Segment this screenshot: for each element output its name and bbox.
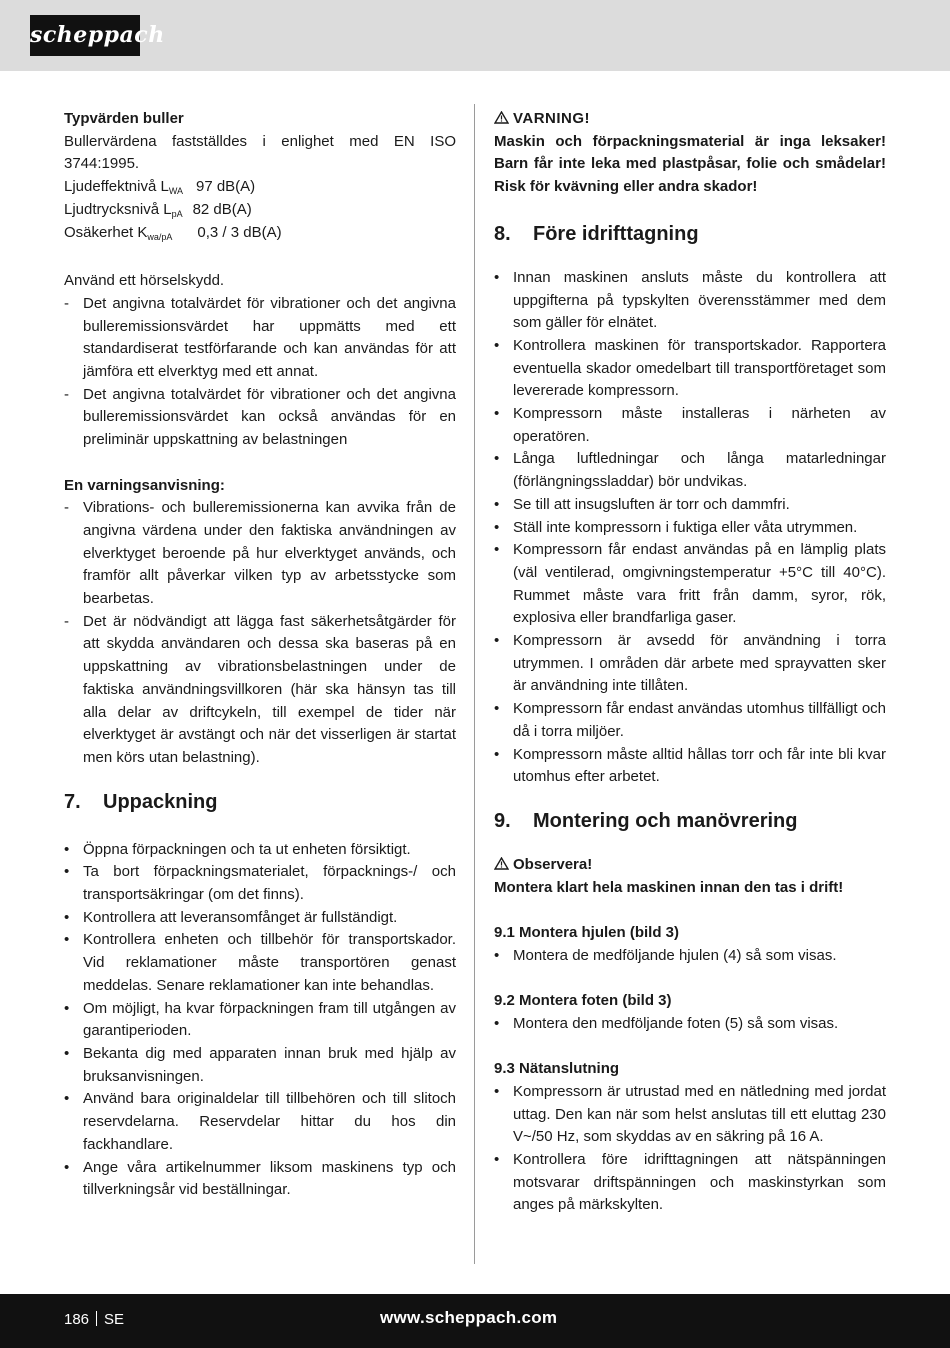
list-item (494, 1081, 886, 1149)
list-item-text: Det är nödvändigt att lägga fast säkerhetsåtgärder för att skydda användaren och dessa ska baseras på en uppskattning av vibrationsbelastningen under de faktiska användningsvillkoren (här ska hänsyn tas till alla delar av driftcykeln, till exempel de tider när elverktyget är avstängt och när det visserligen är startat men körs utan belastning). (83, 612, 456, 766)
section-9-heading (494, 808, 886, 834)
list-item (64, 998, 456, 1043)
bullet-mark: • (494, 1082, 500, 1100)
section-number: 9. (494, 809, 511, 832)
spec-row (64, 176, 456, 199)
spec-subscript: wa/pA (147, 231, 173, 242)
list-item-text: Kompressorn måste installeras i närheten av operatören. (513, 405, 886, 445)
subsection-9-3-list (494, 1081, 886, 1217)
list-item (64, 1088, 456, 1156)
website-link[interactable]: www.scheppach.com (380, 1308, 558, 1327)
list-item-text: Kontrollera före idrifttagningen att nätspänningen motsvarar driftspänningen och maskinstyrkan som anges på märkskylten. (513, 1151, 886, 1214)
spec-value: 97 dB(A) (195, 178, 256, 196)
list-item-text: Det angivna totalvärdet för vibrationer och det angivna bulleremissionsvärdet har uppmätts med ett standardiserat testförfarande och kan användas för att jämföra ett elverktyg med ett annat. (83, 294, 456, 381)
list-item (64, 839, 456, 862)
list-item (494, 517, 886, 540)
list-item-text: Kontrollera maskinen för transportskador. Rapportera eventuella skador omedelbart till transportföretaget som levererade kompressorn. (513, 336, 886, 400)
left-column (64, 108, 456, 1202)
list-item (64, 929, 456, 997)
column-divider (474, 104, 475, 1264)
dash-mark: - (64, 294, 69, 312)
spec-value: 0,3 / 3 dB(A) (197, 223, 282, 241)
noise-intro: Bullervärdena fastställdes i enlighet med EN ISO 3744:1995. (64, 132, 456, 173)
notice-heading (494, 854, 886, 877)
right-column (494, 108, 886, 1217)
bullet-mark: • (64, 840, 70, 858)
list-item (494, 630, 886, 698)
bullet-mark: • (64, 863, 70, 881)
spec-subscript: WA (168, 186, 183, 197)
section-7-list (64, 839, 456, 1202)
list-item (64, 907, 456, 930)
list-item-text: Öppna förpackningen och ta ut enheten försiktigt. (83, 840, 411, 858)
subsection-9-3-title: 9.3 Nätanslutning (494, 1060, 620, 1078)
section-number: 8. (494, 222, 511, 245)
warning-text: Maskin och förpackningsmaterial är inga leksaker! Barn får inte leka med plastpåsar, folie och smådelar! Risk för kvävning eller andra skador! (494, 132, 886, 196)
bullet-mark: • (494, 518, 500, 536)
list-item-text: Se till att insugsluften är torr och dammfri. (513, 495, 790, 513)
bullet-mark: • (64, 931, 70, 949)
section-7-heading (64, 789, 456, 815)
list-item-text: Kontrollera enheten och tillbehör för transportskador. Vid reklamationer måste transportören genast meddelas. Senare reklamationer kan inte behandlas. (83, 931, 456, 994)
spec-row (64, 222, 456, 245)
notice-title: Observera! (513, 855, 593, 873)
section-number: 7. (64, 790, 81, 813)
warning-note-list (64, 497, 456, 769)
list-item (494, 1013, 886, 1036)
bullet-mark: • (494, 450, 500, 468)
page-number: 186 (64, 1311, 90, 1328)
list-item (494, 744, 886, 789)
bullet-mark: • (64, 1090, 70, 1108)
page-header (0, 0, 950, 71)
dash-mark: - (64, 612, 69, 630)
spec-row (64, 199, 456, 222)
bullet-mark: • (494, 1014, 500, 1032)
bullet-mark: • (494, 745, 500, 763)
spec-subscript: pA (171, 208, 183, 219)
warning-triangle-icon (494, 857, 509, 870)
list-item (64, 611, 456, 770)
bullet-mark: • (494, 405, 500, 423)
list-item-text: Ställ inte kompressorn i fuktiga eller våta utrymmen. (513, 518, 858, 536)
spec-label (64, 176, 183, 199)
subsection-9-1-title: 9.1 Montera hjulen (bild 3) (494, 924, 680, 942)
subsection-9-1-list (494, 945, 886, 968)
hearing-protection-note: Använd ett hörselskydd. (64, 272, 225, 290)
brand-logo: scheppach (30, 15, 140, 56)
bullet-mark: • (494, 946, 500, 964)
bullet-mark: • (494, 336, 500, 354)
list-item-text: Kompressorn får endast användas utomhus tillfälligt och då i torra miljöer. (513, 700, 886, 740)
list-item-text: Montera den medföljande foten (5) så som visas. (513, 1014, 839, 1032)
warning-heading (494, 108, 886, 131)
list-item (64, 384, 456, 452)
page-footer (0, 1294, 950, 1348)
language-code: SE (104, 1311, 125, 1328)
section-title: Före idrifttagning (533, 222, 699, 245)
list-item (494, 1149, 886, 1217)
list-item (64, 1043, 456, 1088)
list-item (64, 497, 456, 611)
list-item-text: Vibrations- och bulleremissionerna kan avvika från de angivna värdena under den faktiska användningen av elverktyget beroende på hur elverktyget används, och framför allt påverkar vilken typ av arbetsstycke som bearbetas. (83, 499, 456, 608)
dash-mark: - (64, 499, 69, 517)
list-item (494, 539, 886, 630)
list-item-text: Det angivna totalvärdet för vibrationer och det angivna bulleremissionsvärdet kan också användas för en preliminär uppskattning av belastningen (83, 385, 456, 449)
list-item (64, 293, 456, 384)
section-8-list (494, 267, 886, 789)
list-item (494, 698, 886, 743)
bullet-mark: • (494, 495, 500, 513)
warning-triangle-icon (494, 111, 509, 124)
list-item-text: Kompressorn får endast användas på en lämplig plats (väl ventilerad, omgivningstemperatur +5°C till 40°C). Rummet måste vara fritt från damm, syror, rök, explosiva eller brandfarliga gaser. (513, 541, 886, 627)
hearing-list (64, 293, 456, 452)
bullet-mark: • (494, 541, 500, 559)
bullet-mark: • (64, 1045, 70, 1062)
page-indicator (64, 1310, 124, 1330)
spec-value: 82 dB(A) (192, 200, 252, 218)
spec-label-text: Osäkerhet K (64, 223, 148, 241)
list-item-text: Långa luftledningar och långa matarledningar (förlängningssladdar) bör undvikas. (513, 450, 886, 491)
bullet-mark: • (64, 908, 70, 926)
list-item-text: Använd bara originaldelar till tillbehören och till slitoch reservdelarna. Reservdelar hittar du hos din fackhandlare. (83, 1090, 456, 1153)
list-item-text: Om möjligt, ha kvar förpackningen fram till utgången av garantiperioden. (83, 999, 456, 1040)
list-item (494, 448, 886, 493)
list-item-text: Kontrollera att leveransomfånget är fullständigt. (83, 908, 398, 926)
noise-title: Typvärden buller (64, 110, 184, 127)
list-item (64, 861, 456, 906)
bullet-mark: • (64, 1158, 70, 1176)
spec-label-text: Ljudeffektnivå L (64, 178, 169, 196)
list-item-text: Innan maskinen ansluts måste du kontrollera att uppgifterna på typskylten överensstämmer med dem som gäller för elnätet. (513, 268, 886, 332)
bullet-mark: • (494, 700, 500, 718)
subsection-9-2-title: 9.2 Montera foten (bild 3) (494, 992, 672, 1010)
section-title: Uppackning (103, 790, 218, 813)
section-title: Montering och manövrering (533, 809, 798, 832)
warning-title: VARNING! (513, 110, 591, 127)
list-item (494, 335, 886, 403)
spec-label (64, 222, 172, 245)
spec-label-text: Ljudtrycksnivå L (64, 200, 172, 218)
footer-separator (96, 1311, 97, 1326)
list-item-text: Kompressorn måste alltid hållas torr och får inte bli kvar utomhus efter arbetet. (513, 745, 886, 786)
spec-label (64, 199, 183, 222)
bullet-mark: • (494, 268, 500, 286)
list-item-text: Kompressorn är utrustad med en nätledning med jordat uttag. Den kan när som helst anslutas till ett eluttag 230 V~/50 Hz, som skyddas av en säkring på 16 A. (513, 1082, 886, 1146)
bullet-mark: • (64, 999, 70, 1017)
bullet-mark: • (494, 632, 500, 650)
list-item (494, 945, 886, 968)
bullet-mark: • (494, 1151, 500, 1169)
list-item-text: Montera de medföljande hjulen (4) så som visas. (513, 946, 837, 964)
section-8-heading (494, 221, 886, 247)
warning-note-title: En varningsanvisning: (64, 476, 225, 494)
dash-mark: - (64, 385, 69, 403)
list-item-text: Bekanta dig med apparaten innan bruk med hjälp av bruksanvisningen. (83, 1045, 456, 1085)
subsection-9-2-list (494, 1013, 886, 1036)
list-item-text: Ange våra artikelnummer liksom maskinens typ och tillverkningsår vid beställningar. (83, 1158, 456, 1199)
list-item (494, 494, 886, 517)
list-item (64, 1157, 456, 1202)
list-item-text: Ta bort förpackningsmaterialet, förpacknings-/ och transportsäkringar (om det finns). (83, 863, 456, 904)
list-item (494, 267, 886, 335)
list-item-text: Kompressorn är avsedd för användning i torra utrymmen. I områden där arbete med sprayvatten sker är användning inte tillåten. (513, 632, 886, 695)
list-item (494, 403, 886, 448)
notice-text: Montera klart hela maskinen innan den tas i drift! (494, 878, 844, 896)
